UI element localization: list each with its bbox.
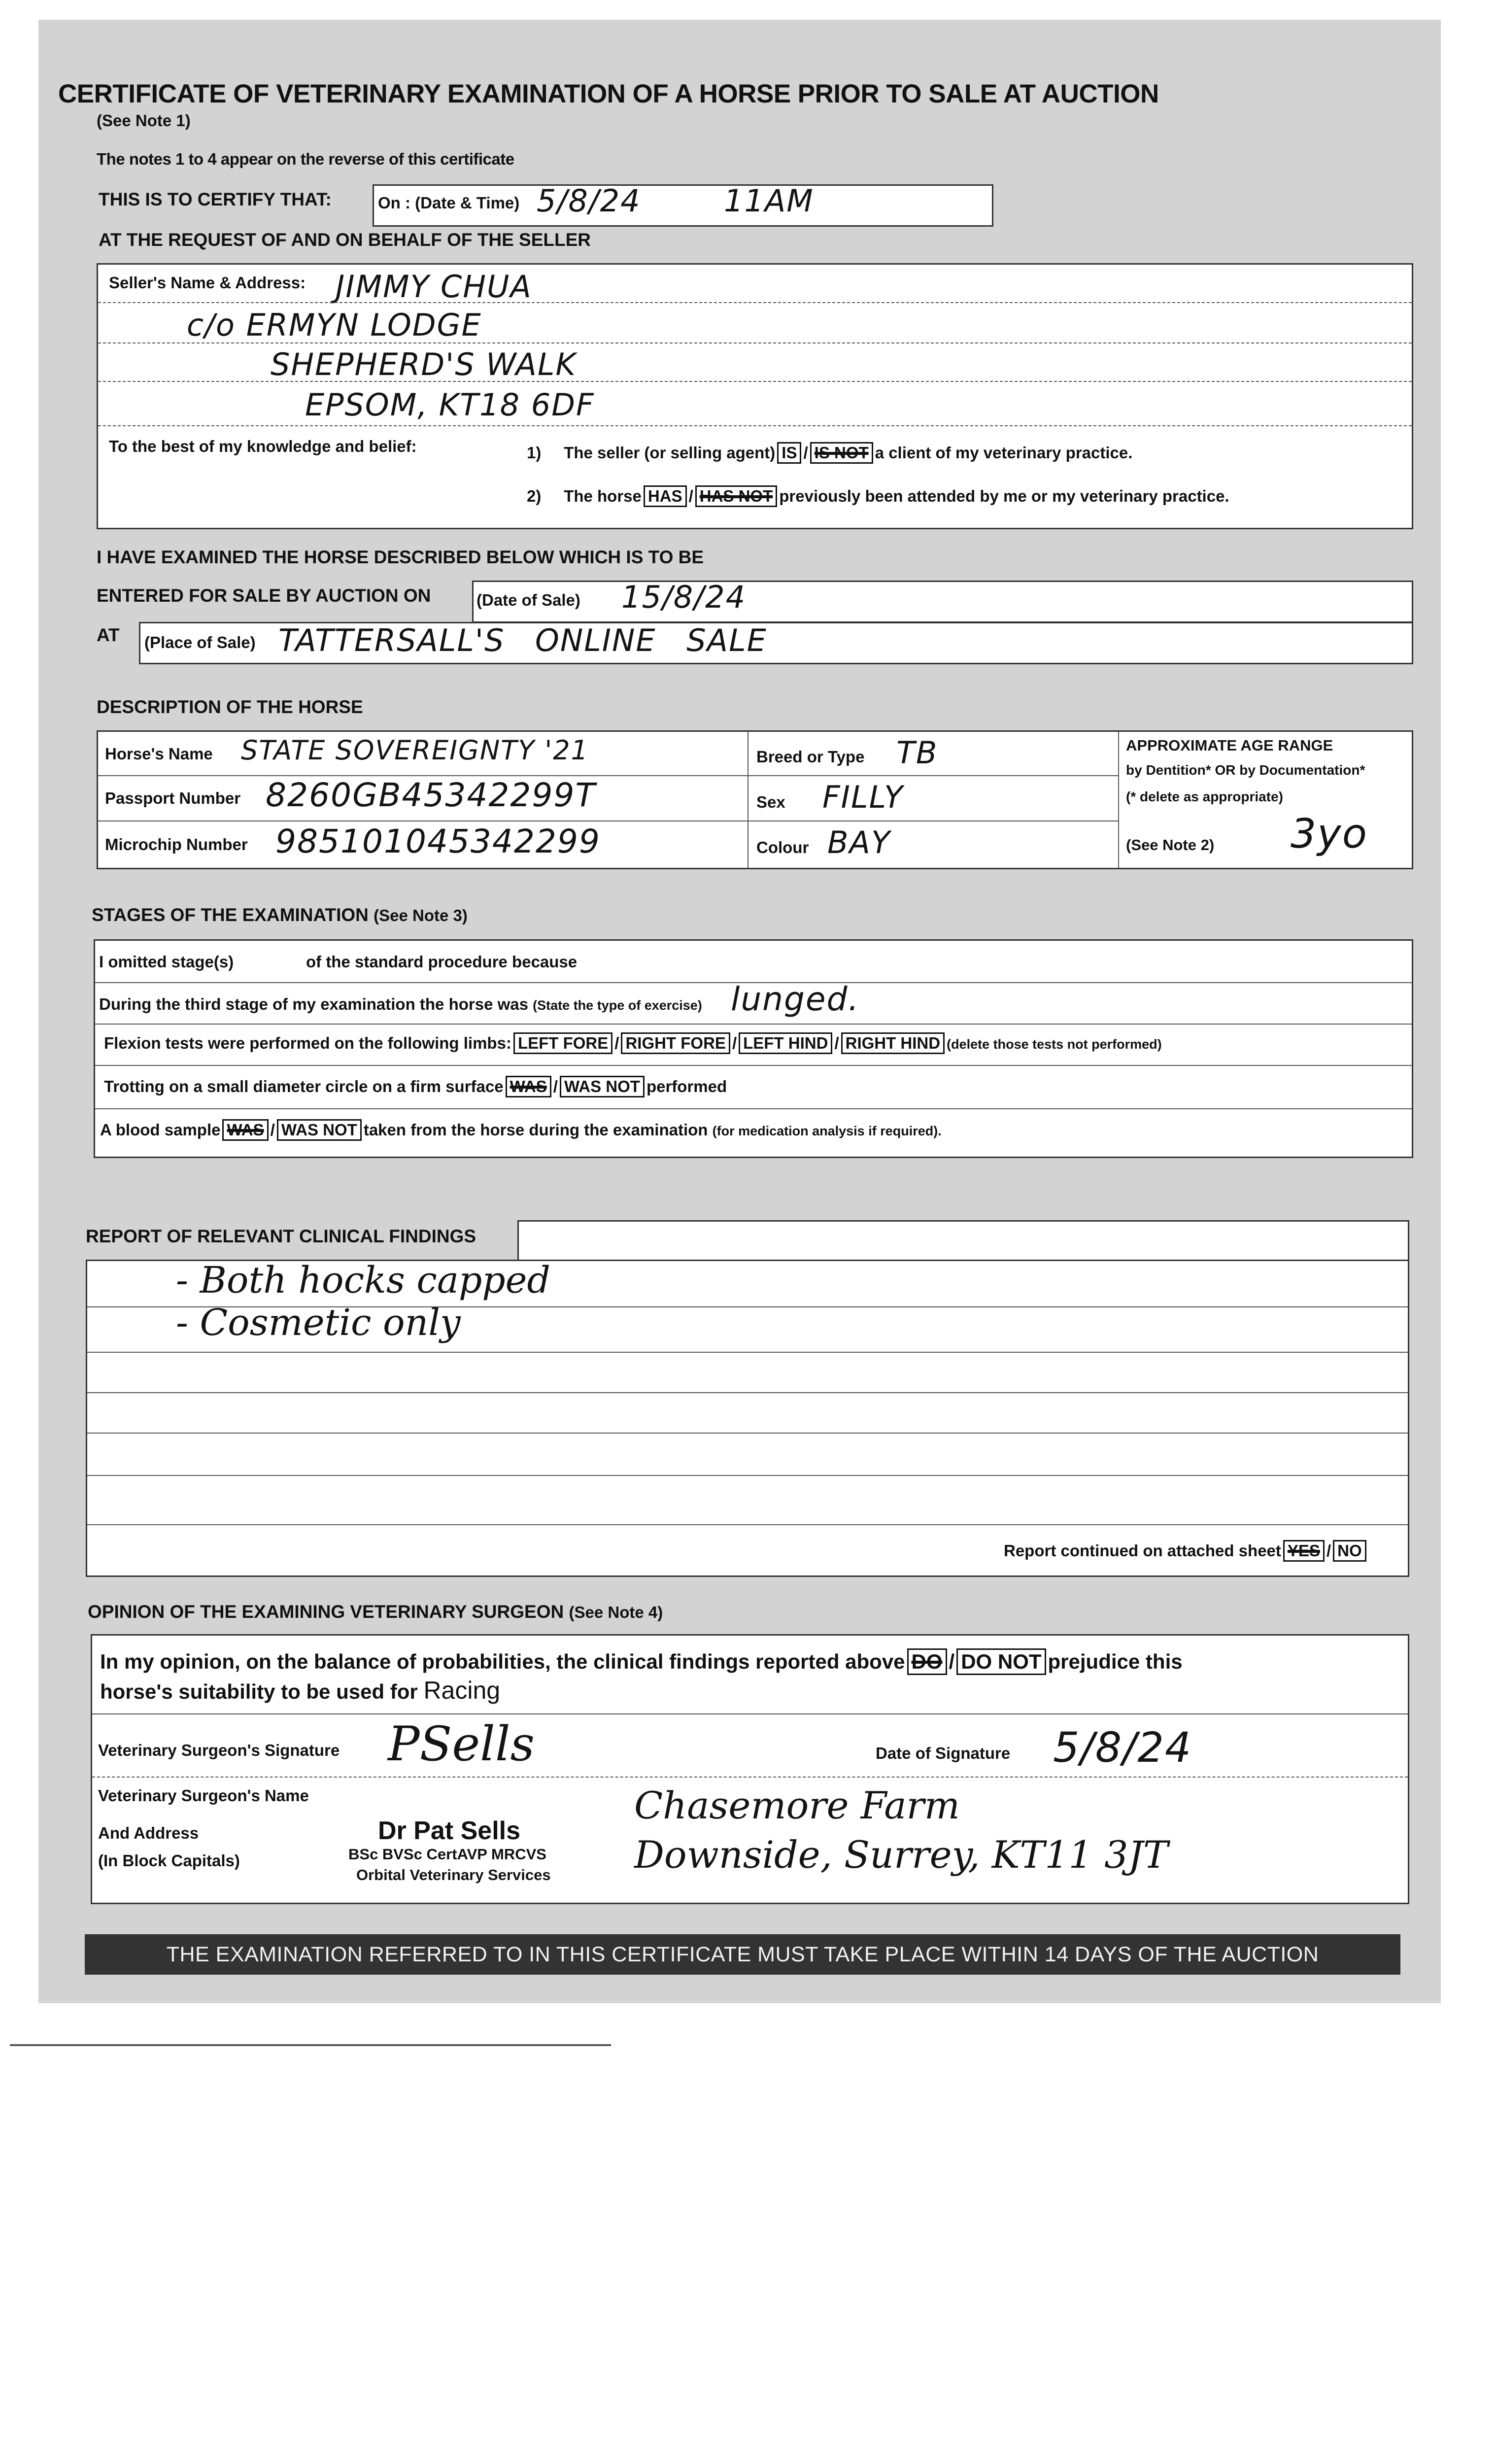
date-of-sale-label: (Date of Sale) — [476, 591, 580, 609]
limb-right-hind[interactable]: RIGHT HIND — [841, 1032, 945, 1054]
notes-line: The notes 1 to 4 appear on the reverse of this certificate — [97, 150, 514, 168]
age-value: 3yo — [1291, 811, 1368, 857]
seller-address-2: SHEPHERD'S WALK — [271, 346, 577, 382]
entered-label: ENTERED FOR SALE BY AUCTION ON — [97, 585, 431, 606]
sale-place: TATTERSALL'S ONLINE SALE — [278, 622, 767, 658]
limb-right-fore[interactable]: RIGHT FORE — [621, 1032, 730, 1054]
vet-address-line-2: Downside, Surrey, KT11 3JT — [634, 1833, 1168, 1877]
report-box — [86, 1260, 1409, 1577]
continued-option-no[interactable]: NO — [1333, 1540, 1366, 1562]
trotting-statement: Trotting on a small diameter circle on a firm surface WAS / WAS NOT performed — [104, 1076, 727, 1097]
seller-address-3: EPSOM, KT18 6DF — [305, 387, 595, 423]
option-has[interactable]: HAS — [644, 485, 687, 507]
scan-edge-line — [10, 2044, 611, 2046]
opinion-statement: In my opinion, on the balance of probabilities, the clinical findings reported above DO / DO NOT prejudice this — [100, 1648, 1183, 1675]
date-of-signature: 5/8/24 — [1053, 1723, 1192, 1772]
blood-sample-statement: A blood sample WAS / WAS NOT taken from the horse during the examination (for medication analysis if required). — [100, 1119, 942, 1141]
knowledge-label: To the best of my knowledge and belief: — [109, 437, 417, 455]
sex-value: FILLY — [822, 779, 904, 815]
report-heading: REPORT OF RELEVANT CLINICAL FINDINGS — [86, 1226, 476, 1246]
request-line: AT THE REQUEST OF AND ON BEHALF OF THE SELLER — [99, 230, 591, 250]
omitted-post: of the standard procedure because — [306, 953, 578, 971]
certificate-title: CERTIFICATE OF VETERINARY EXAMINATION OF A HORSE PRIOR TO SALE AT AUCTION — [58, 79, 1159, 108]
seller-address-1: c/o ERMYN LODGE — [187, 307, 482, 343]
blood-option-was[interactable]: WAS — [222, 1119, 268, 1141]
stages-box — [94, 939, 1413, 1158]
report-continued: Report continued on attached sheet YES / NO — [1004, 1540, 1368, 1562]
third-stage-value: lunged. — [731, 980, 860, 1018]
date-time-box[interactable] — [373, 184, 993, 227]
vet-qualifications: BSc BVSc CertAVP MRCVS — [348, 1846, 546, 1863]
footer-banner: THE EXAMINATION REFERRED TO IN THIS CERTIFICATE MUST TAKE PLACE WITHIN 14 DAYS OF THE AUCTION — [85, 1934, 1400, 1975]
see-note-1: (See Note 1) — [97, 111, 191, 130]
opinion-heading: OPINION OF THE EXAMINING VETERINARY SURGEON (See Note 4) — [88, 1602, 663, 1622]
seller-label: Seller's Name & Address: — [109, 274, 306, 292]
certify-label: THIS IS TO CERTIFY THAT: — [99, 189, 332, 209]
microchip-label: Microchip Number — [105, 835, 248, 854]
seller-client-statement: 1) The seller (or selling agent) IS / IS NOT a client of my veterinary practice. — [527, 442, 1132, 464]
sale-date-box[interactable] — [472, 581, 1413, 623]
microchip-number: 985101045342299 — [275, 822, 601, 860]
passport-label: Passport Number — [105, 789, 241, 807]
signature-label: Veterinary Surgeon's Signature — [98, 1741, 340, 1759]
colour-label: Colour — [756, 838, 809, 856]
third-stage-statement: During the third stage of my examination the horse was (State the type of exercise) — [99, 995, 702, 1013]
opinion-option-do-not[interactable]: DO NOT — [956, 1648, 1046, 1675]
blood-option-was-not[interactable]: WAS NOT — [277, 1119, 362, 1141]
breed-value: TB — [896, 735, 938, 771]
intended-use: Racing — [423, 1677, 501, 1704]
sale-date: 15/8/24 — [621, 579, 747, 615]
vet-address-line-1: Chasemore Farm — [634, 1783, 960, 1827]
opinion-statement-line-2: horse's suitability to be used for Racing — [100, 1677, 501, 1704]
option-is-not[interactable]: IS NOT — [810, 442, 873, 464]
opinion-option-do[interactable]: DO — [907, 1648, 947, 1675]
age-line-3: (* delete as appropriate) — [1126, 789, 1283, 804]
seller-name: JIMMY CHUA — [336, 269, 532, 305]
on-time: 11AM — [724, 183, 814, 219]
place-of-sale-label: (Place of Sale) — [144, 633, 256, 651]
trotting-option-was-not[interactable]: WAS NOT — [560, 1076, 645, 1097]
horse-name: STATE SOVEREIGNTY '21 — [241, 735, 589, 766]
horse-name-label: Horse's Name — [105, 745, 213, 763]
vet-name: Dr Pat Sells — [378, 1816, 521, 1845]
report-line-2: - Cosmetic only — [176, 1301, 461, 1344]
seller-box — [97, 263, 1413, 529]
age-note: (See Note 2) — [1126, 836, 1215, 854]
limb-left-hind[interactable]: LEFT HIND — [739, 1032, 832, 1054]
trotting-option-was[interactable]: WAS — [506, 1076, 551, 1097]
option-has-not[interactable]: HAS NOT — [695, 485, 778, 507]
age-line-2: by Dentition* OR by Documentation* — [1126, 762, 1365, 778]
at-label: AT — [97, 625, 120, 645]
omitted-label: I omitted stage(s) — [99, 953, 234, 971]
description-table — [97, 730, 1413, 869]
vet-signature: PSells — [388, 1716, 535, 1772]
limb-left-fore[interactable]: LEFT FORE — [513, 1032, 612, 1054]
report-line-1: - Both hocks capped — [176, 1259, 550, 1301]
breed-label: Breed or Type — [756, 748, 865, 766]
age-title: APPROXIMATE AGE RANGE — [1126, 737, 1333, 754]
sex-label: Sex — [756, 793, 785, 811]
colour-value: BAY — [827, 824, 891, 860]
on-label: On : (Date & Time) — [378, 194, 520, 212]
horse-attended-statement: 2) The horse HAS / HAS NOT previously been attended by me or my veterinary practice. — [527, 485, 1229, 507]
option-is[interactable]: IS — [777, 442, 801, 464]
stages-heading: STAGES OF THE EXAMINATION (See Note 3) — [92, 905, 468, 925]
opinion-box — [91, 1634, 1409, 1904]
vet-name-label: Veterinary Surgeon's Name — [98, 1786, 309, 1805]
vet-address-label: And Address — [98, 1824, 199, 1842]
passport-number: 8260GB45342299T — [266, 776, 596, 814]
on-date: 5/8/24 — [537, 183, 641, 219]
vet-practice: Orbital Veterinary Services — [356, 1866, 551, 1883]
flexion-statement: Flexion tests were performed on the following limbs: LEFT FORE / RIGHT FORE / LEFT HIND / RIGHT HIND (delete those tests not performed) — [104, 1032, 1162, 1054]
block-capitals-label: (In Block Capitals) — [98, 1851, 240, 1870]
continued-option-yes[interactable]: YES — [1283, 1540, 1325, 1562]
sale-place-box[interactable] — [139, 622, 1413, 664]
date-of-signature-label: Date of Signature — [876, 1744, 1011, 1762]
examined-line: I HAVE EXAMINED THE HORSE DESCRIBED BELOW WHICH IS TO BE — [97, 547, 704, 567]
description-heading: DESCRIPTION OF THE HORSE — [97, 697, 363, 717]
